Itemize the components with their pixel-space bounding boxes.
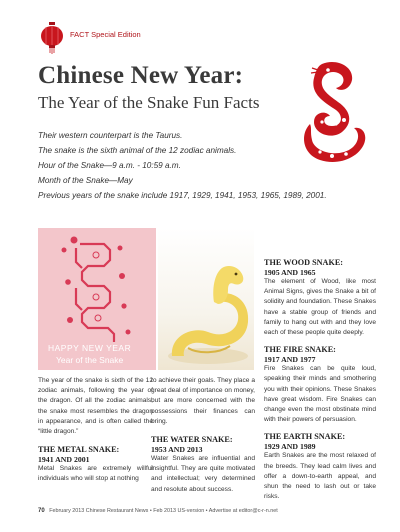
fact-item: Previous years of the snake include 1917, 1929, 1941, 1953, 1965, 1989, 2001. xyxy=(38,191,327,200)
fire-snake-heading: THE FIRE SNAKE: xyxy=(264,345,336,355)
fact-item: Month of the Snake—May xyxy=(38,176,133,185)
page-footer xyxy=(38,508,278,514)
wood-snake-paragraph: The element of Wood, like most Animal Signs, gives the Snake a bit of solidity and foundation. These Snakes have a stable group of friends and family to hang out with and they love each of these people quite deeply. xyxy=(264,278,376,337)
figurine-illustration xyxy=(158,228,254,370)
earth-snake-years: 1929 AND 1989 xyxy=(264,442,316,452)
lantern-icon xyxy=(40,22,64,54)
article-column-1 xyxy=(38,376,153,485)
page-subtitle: The Year of the Snake Fun Facts xyxy=(38,93,260,112)
fact-item: The snake is the sixth animal of the 12 zodiac animals. xyxy=(38,146,237,155)
page-number: 70 xyxy=(38,508,45,514)
water-snake-heading: THE WATER SNAKE: xyxy=(151,435,233,445)
edition-label: FACT Special Edition xyxy=(70,30,141,39)
fact-item: Hour of the Snake—9 a.m. - 10:59 a.m. xyxy=(38,161,181,170)
intro-paragraph: The year of the snake is sixth of the 12 zodiac animals, following the year of the dragon. Of all the zodiac animals, the snake most resembles the dragon in appearance, and is often called the “little dragon.” xyxy=(38,377,153,436)
metal-snake-years: 1941 AND 2001 xyxy=(38,455,90,465)
article-column-3 xyxy=(264,258,376,502)
continued-paragraph: to achieve their goals. They place a great deal of importance on money, but are more concerned with the possessions their finances can bring. xyxy=(151,377,255,425)
card-greeting-line2: Year of the Snake xyxy=(56,355,124,365)
snake-figurine-photo xyxy=(158,228,254,370)
footer-text: February 2013 Chinese Restaurant News • Feb 2013 US-version • Advertise at editor@c-r-n.net xyxy=(49,508,278,514)
metal-snake-heading: THE METAL SNAKE: xyxy=(38,445,120,455)
earth-snake-paragraph: Earth Snakes are the most relaxed of the breeds. They lead calm lives and offer a down-to-earth appeal, and shun the need to lash out or take risks. xyxy=(264,452,376,501)
card-greeting-line1: HAPPY NEW YEAR xyxy=(48,343,132,353)
wood-snake-heading: THE WOOD SNAKE: xyxy=(264,258,344,267)
fact-item: Their western counterpart is the Taurus. xyxy=(38,131,183,140)
earth-snake-heading: THE EARTH SNAKE: xyxy=(264,432,346,442)
wood-snake-years: 1905 AND 1965 xyxy=(264,268,316,277)
page-title: Chinese New Year: xyxy=(38,62,244,89)
water-snake-paragraph: Water Snakes are influential and insightful. They are quite motivated and intellectual; very determined and resolute about success. xyxy=(151,455,255,493)
article-column-2 xyxy=(151,376,255,495)
water-snake-years: 1953 AND 2013 xyxy=(151,445,203,455)
metal-snake-paragraph: Metal Snakes are extremely willful individuals who will stop at nothing xyxy=(38,465,153,483)
fire-snake-years: 1917 AND 1977 xyxy=(264,355,316,365)
facts-list xyxy=(38,128,358,203)
fire-snake-paragraph: Fire Snakes can be quite loud, speaking their minds and smothering you with their opinions. These Snakes have great wisdom. Fire Snakes can change even the most obstinate mind with their powers of persuasion. xyxy=(264,365,376,424)
